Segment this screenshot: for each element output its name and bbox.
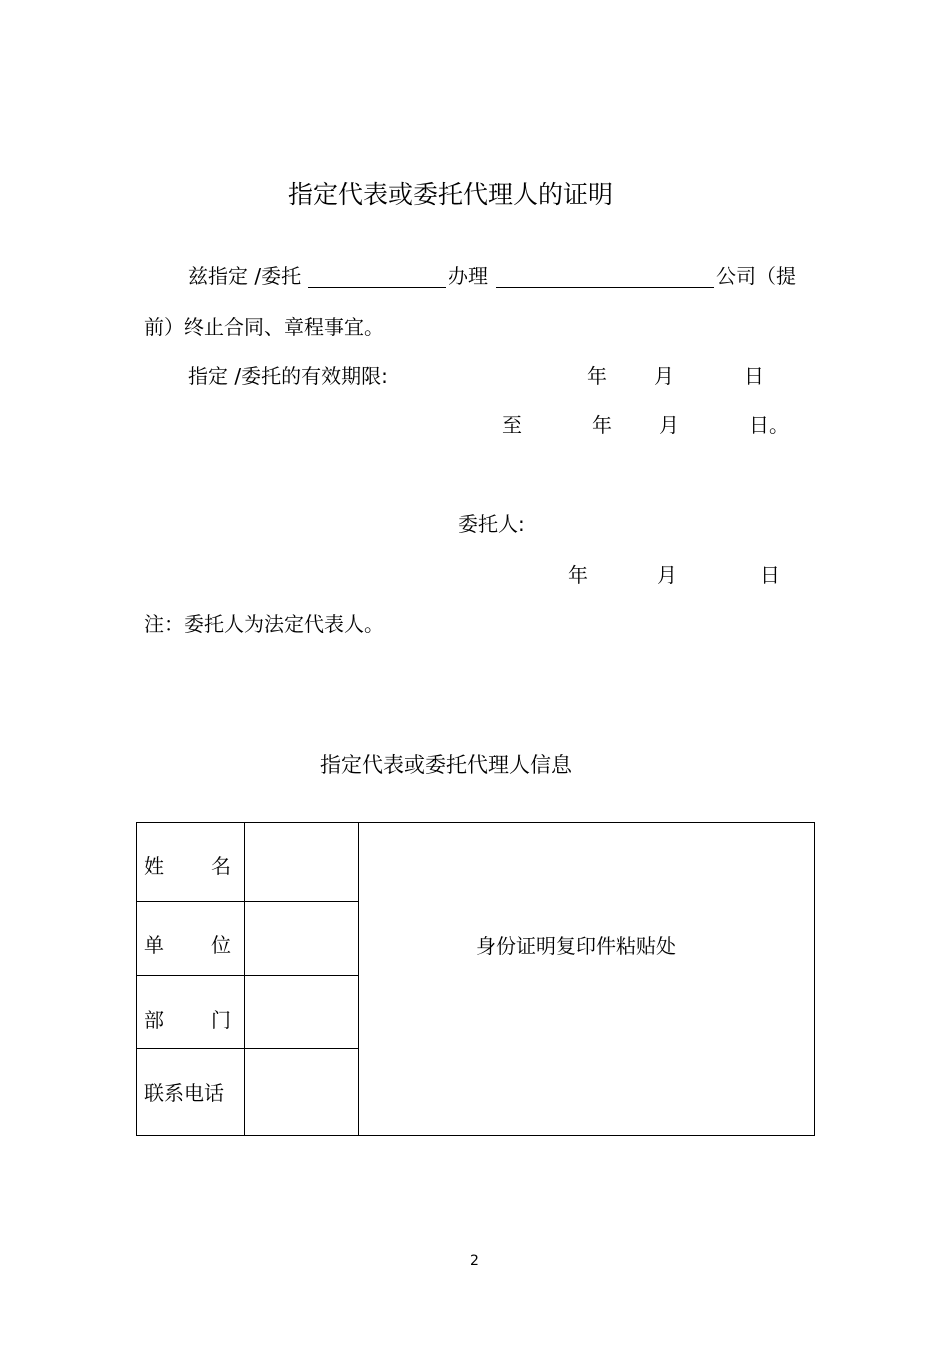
row-label-unit-a: 单 bbox=[144, 933, 164, 957]
validity-start-month: 月 bbox=[654, 364, 674, 388]
validity-start-day: 日 bbox=[744, 364, 764, 388]
table-border bbox=[136, 822, 815, 1136]
table-divider bbox=[358, 822, 359, 1136]
row-label-name-a: 姓 bbox=[144, 854, 164, 878]
unit-value-cell[interactable] bbox=[246, 903, 357, 974]
table-divider bbox=[136, 901, 359, 902]
row-label-dept-a: 部 bbox=[144, 1008, 164, 1032]
note-text: 注：委托人为法定代表人。 bbox=[144, 612, 384, 636]
principal-month: 月 bbox=[657, 563, 677, 587]
row-label-phone: 联系电话 bbox=[144, 1081, 224, 1105]
agent-name-blank[interactable] bbox=[308, 287, 446, 288]
company-suffix: 公司（提 bbox=[716, 264, 796, 288]
row-label-dept-b: 门 bbox=[211, 1008, 231, 1032]
validity-start-year: 年 bbox=[587, 364, 607, 388]
designate-prefix: 兹指定 /委托 bbox=[188, 264, 302, 288]
dept-value-cell[interactable] bbox=[246, 977, 357, 1047]
info-title: 指定代表或委托代理人信息 bbox=[320, 753, 572, 777]
validity-label: 指定 /委托的有效期限: bbox=[188, 364, 388, 388]
row-label-name-b: 名 bbox=[211, 854, 231, 878]
row-label-unit-b: 位 bbox=[211, 933, 231, 957]
principal-day: 日 bbox=[760, 563, 780, 587]
validity-end-month: 月 bbox=[659, 413, 679, 437]
matter-text: 前）终止合同、章程事宜。 bbox=[144, 315, 384, 339]
name-value-cell[interactable] bbox=[246, 824, 357, 900]
phone-value-cell[interactable] bbox=[246, 1050, 357, 1134]
table-divider bbox=[244, 822, 245, 1136]
principal-label: 委托人: bbox=[458, 512, 525, 536]
page-title: 指定代表或委托代理人的证明 bbox=[288, 180, 614, 209]
validity-end-day: 日。 bbox=[749, 413, 789, 437]
table-divider bbox=[136, 1048, 359, 1049]
principal-year: 年 bbox=[568, 563, 588, 587]
handle-label: 办理 bbox=[448, 264, 488, 288]
company-name-blank[interactable] bbox=[496, 287, 714, 288]
table-divider bbox=[136, 975, 359, 976]
id-paste-area: 身份证明复印件粘贴处 bbox=[476, 934, 676, 958]
validity-to: 至 bbox=[502, 413, 522, 437]
validity-end-year: 年 bbox=[592, 413, 612, 437]
page-number: 2 bbox=[470, 1253, 479, 1269]
